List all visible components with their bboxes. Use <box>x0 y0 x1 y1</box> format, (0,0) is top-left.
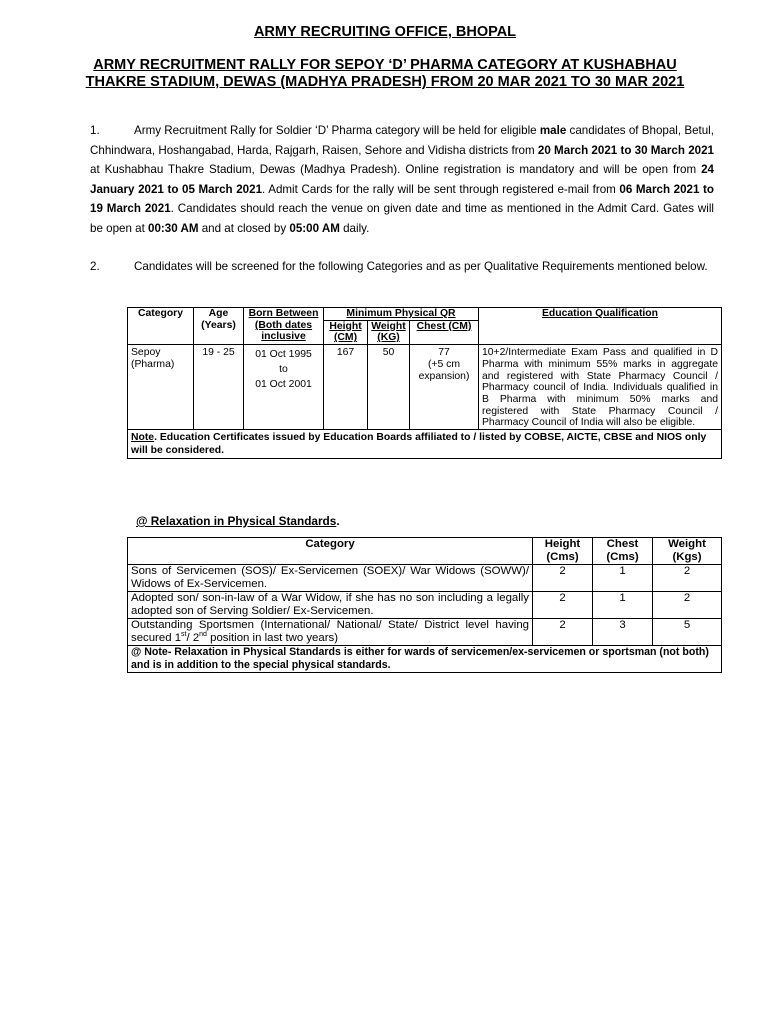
header-age: Age (Years) <box>194 308 244 345</box>
ordinal-suffix: st <box>181 631 187 639</box>
text-run: and at closed by <box>198 221 290 235</box>
table-row <box>128 592 722 619</box>
ordinal-suffix: nd <box>199 631 207 639</box>
qualitative-requirements-table <box>127 307 722 459</box>
header-born-between: Born Between (Both dates inclusive <box>244 308 324 345</box>
bold-run: male <box>539 124 567 137</box>
relax-chest: 3 <box>593 619 653 646</box>
admit-card-dates: 06 March 2021 to 19 March 2021 <box>90 182 714 215</box>
text-run: candidates of Bhopal, Betul, Chhindwara, Hoshangabad, Harda, Rajgarh, Raisen, Sehore and Vidisha districts from <box>90 124 714 157</box>
rally-title: ARMY RECRUITMENT RALLY FOR SEPOY ‘D’ PHARMA CATEGORY AT KUSHABHAU THAKRE STADIUM, DEWAS (MADHYA PRADESH) FROM 20 MAR 2021 TO 30 MAR 2021 <box>85 57 685 90</box>
paragraph-number: 1. <box>90 124 100 137</box>
relax-height: 2 <box>533 619 593 646</box>
table-row <box>128 619 722 646</box>
paragraph-1 <box>90 121 714 238</box>
table-row <box>128 345 722 430</box>
cell-age: 19 - 25 <box>194 345 244 430</box>
relaxation-note: @ Note- Relaxation in Physical Standards is either for wards of servicemen/ex-servicemen or sportsman (not both) and is in addition to the special physical standards. <box>128 646 722 673</box>
header-relax-category: Category <box>128 538 533 565</box>
header-relax-height: Height (Cms) <box>533 538 593 565</box>
gate-close-time: 05:00 AM <box>289 221 340 235</box>
heading-suffix: . <box>336 514 340 528</box>
relax-weight: 2 <box>653 565 722 592</box>
relax-weight: 5 <box>653 619 722 646</box>
relax-weight: 2 <box>653 592 722 619</box>
text-run: . Admit Cards for the rally will be sent through registered e-mail from <box>262 182 620 196</box>
text-run: Outstanding Sportsmen (International/ National/ State/ District level having secured 1 <box>131 619 529 644</box>
text-run: . Candidates should reach the venue on given date and time as mentioned in the Admit Card. Gates will be open at <box>90 202 715 235</box>
note-label: Note <box>131 432 155 444</box>
header-relax-weight: Weight (Kgs) <box>653 538 722 565</box>
text-run: Army Recruitment Rally for Soldier ‘D’ Pharma category will be held for eligible <box>134 124 540 137</box>
header-relax-chest: Chest (Cms) <box>593 538 653 565</box>
relax-chest: 1 <box>593 565 653 592</box>
cell-category: Sepoy (Pharma) <box>128 345 194 430</box>
header-weight: Weight (KG) <box>368 320 410 344</box>
cell-education: 10+2/Intermediate Exam Pass and qualified in D Pharma with minimum 55% marks in aggregate and registered with State Pharmacy Council / Pharmacy council of India. Individuals qualified in B Pharma with minimum 50% marks and registered with State Pharmacy Council / Pharmacy Council of India will also be eligible. <box>479 345 722 430</box>
relax-category: Adopted son/ son-in-law of a War Widow, if she has no son including a legally adopted son of Serving Soldier/ Ex-Servicemen. <box>128 592 533 619</box>
born-to-word: to <box>279 364 288 376</box>
header-height: Height (CM) <box>324 320 368 344</box>
cell-height: 167 <box>324 345 368 430</box>
text-run: position in last two years) <box>206 632 339 644</box>
rally-dates: 20 March 2021 to 30 March 2021 <box>537 143 714 157</box>
text-run: Candidates will be screened for the following Categories and as per Qualitative Requirements mentioned below. <box>134 260 708 273</box>
relax-category: Sons of Servicemen (SOS)/ Ex-Servicemen (SOEX)/ War Widows (SOWW)/ Widows of Ex-Servicemen. <box>128 565 533 592</box>
cell-chest <box>410 345 479 430</box>
cell-born-between <box>244 345 324 430</box>
chest-value: 77 <box>438 347 450 359</box>
header-category: Category <box>128 308 194 345</box>
text-run: daily. <box>339 221 370 235</box>
header-education: Education Qualification <box>479 308 722 345</box>
paragraph-2 <box>90 257 714 277</box>
paragraph-number: 2. <box>90 260 100 273</box>
office-heading: ARMY RECRUITING OFFICE, BHOPAL <box>253 24 517 40</box>
relaxation-heading <box>136 514 340 528</box>
relax-chest: 1 <box>593 592 653 619</box>
registration-dates: 24 January 2021 to 05 March 2021 <box>90 163 714 196</box>
born-to: 01 Oct 2001 <box>255 379 312 391</box>
relaxation-table <box>127 537 722 673</box>
relax-category <box>128 619 533 646</box>
heading-text: Relaxation in Physical Standards <box>150 514 337 528</box>
heading-prefix: @ <box>136 514 151 528</box>
gate-open-time: 00:30 AM <box>148 221 199 235</box>
born-from: 01 Oct 1995 <box>255 349 312 361</box>
header-chest: Chest (CM) <box>410 320 479 344</box>
cell-weight: 50 <box>368 345 410 430</box>
text-run: / 2 <box>186 632 200 644</box>
note-text: . Education Certificates issued by Education Boards affiliated to / listed by COBSE, AICTE, CBSE and NIOS only will be considered. <box>131 432 707 457</box>
education-note <box>128 430 722 459</box>
chest-expansion: (+5 cm expansion) <box>418 358 470 382</box>
header-min-physical-qr: Minimum Physical QR <box>324 308 479 321</box>
relax-height: 2 <box>533 565 593 592</box>
relax-height: 2 <box>533 592 593 619</box>
table-row <box>128 565 722 592</box>
text-run: at Kushabhau Thakre Stadium, Dewas (Madhya Pradesh). Online registration is mandatory and will be open from <box>90 163 702 176</box>
